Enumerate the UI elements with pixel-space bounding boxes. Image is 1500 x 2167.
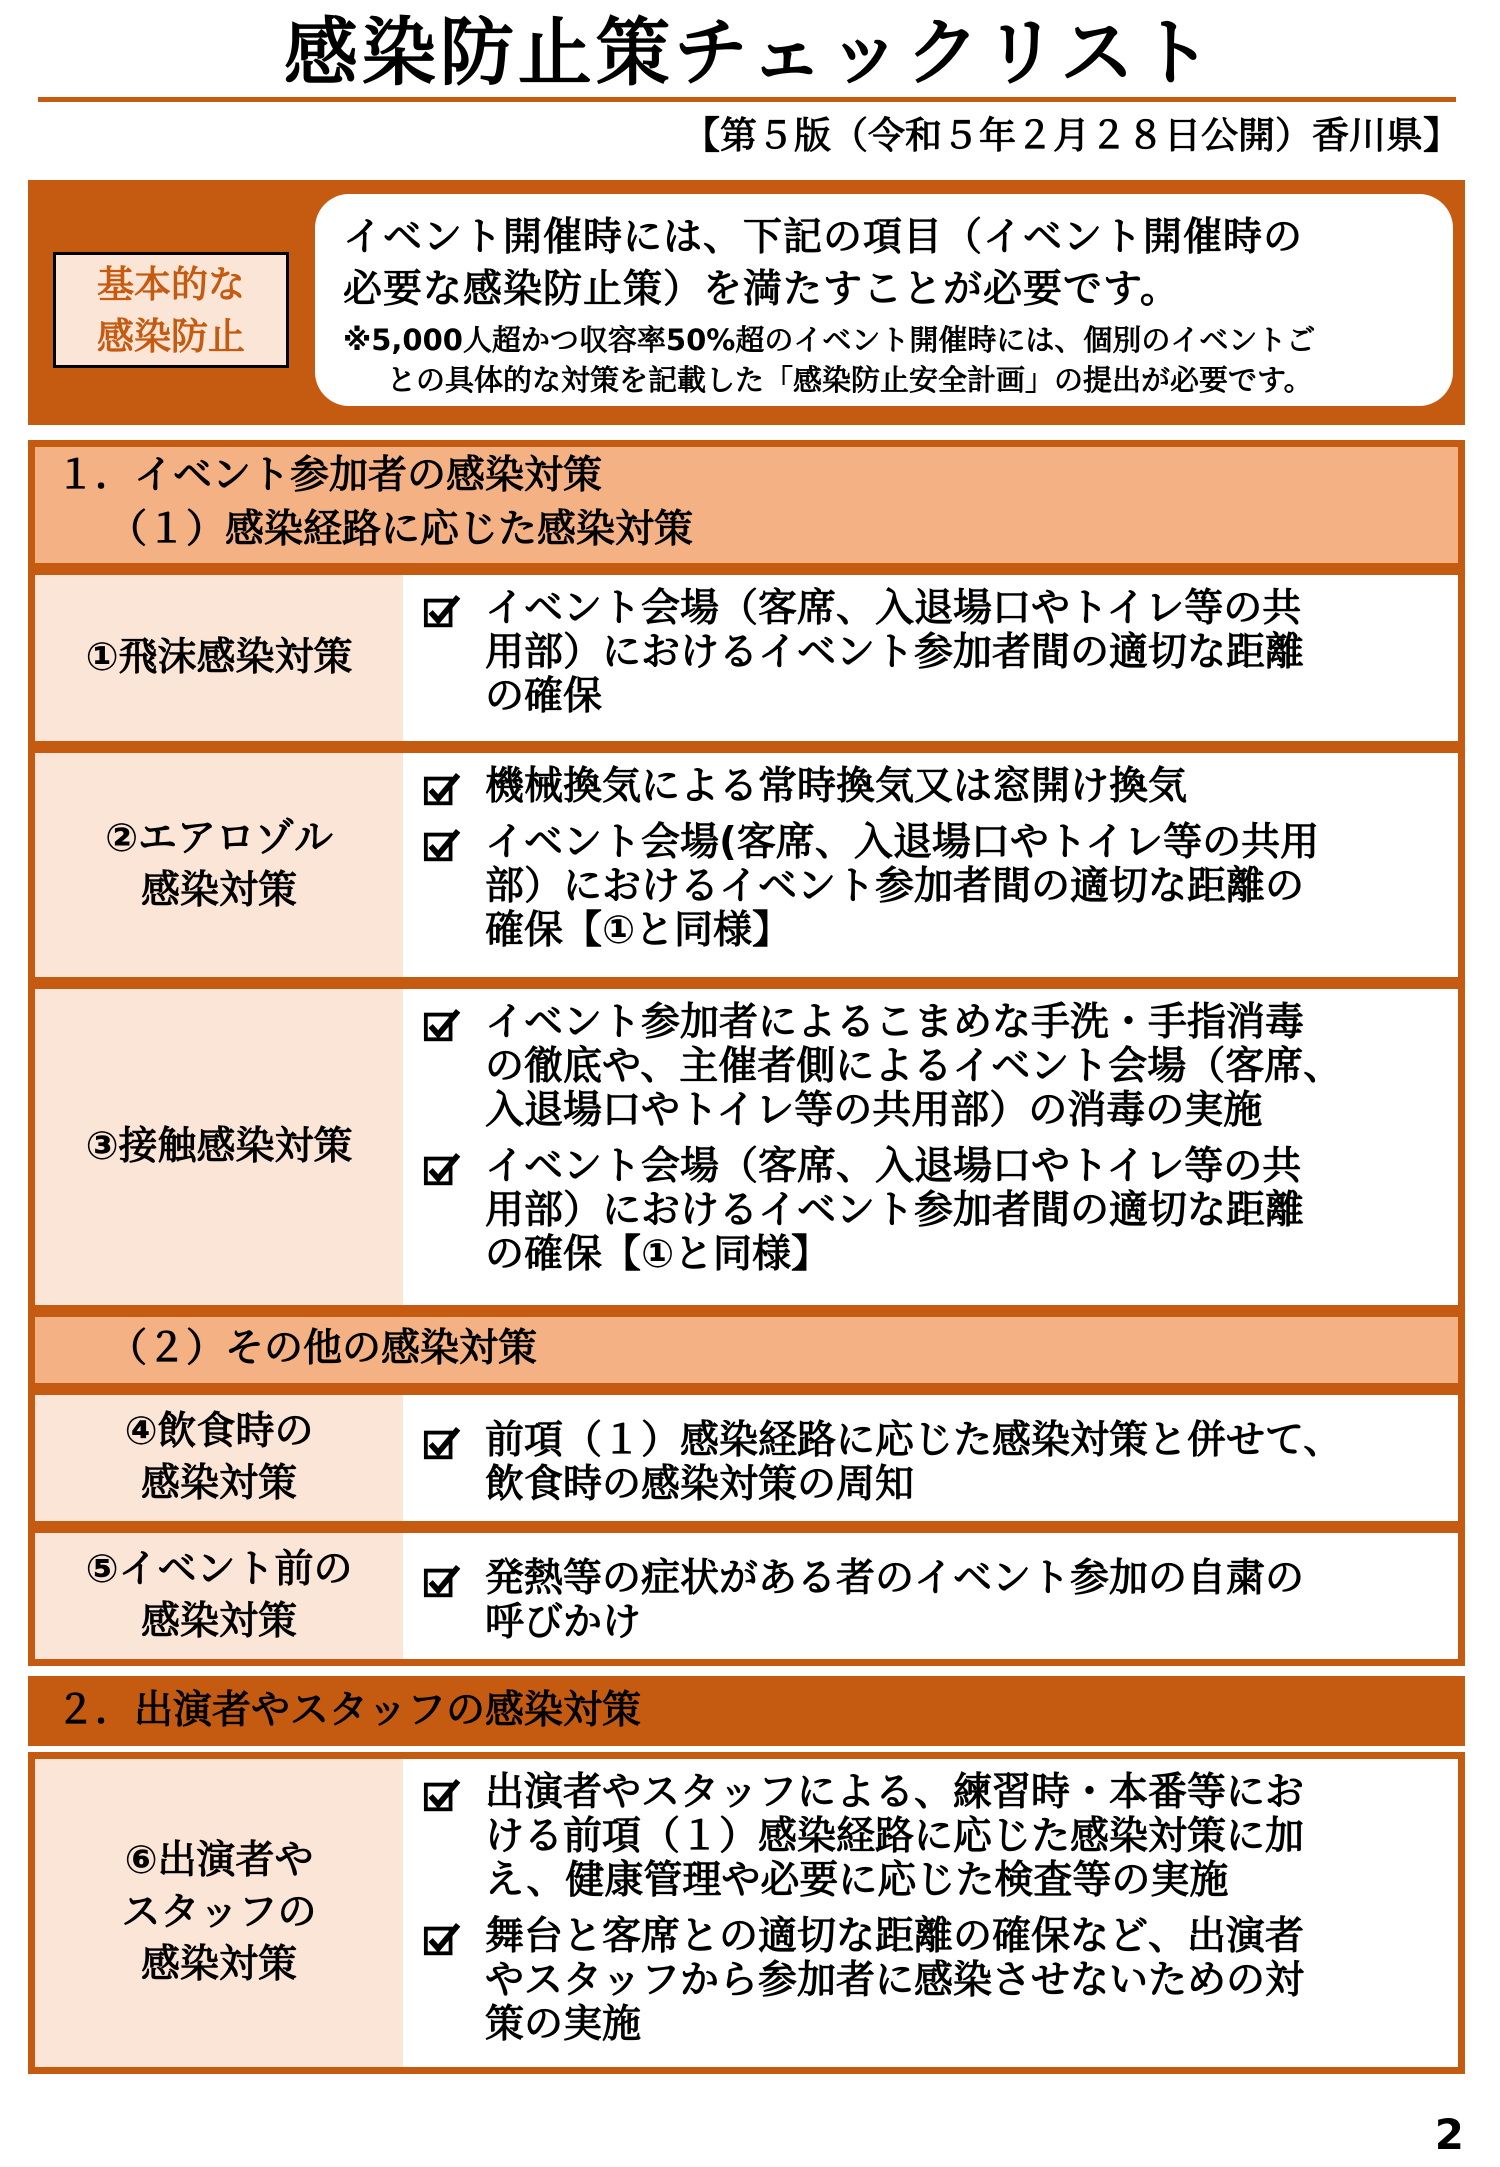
row-3-label (35, 989, 403, 1305)
item-line: 確保【①と同様】 (485, 908, 792, 953)
title-underline (38, 97, 1456, 102)
row-4-content (403, 1395, 1458, 1521)
checklist-row-5 (28, 1526, 1465, 1666)
intro-footnote-line2: との具体的な対策を記載した「感染防止安全計画」の提出が必要です。 (387, 363, 1313, 397)
row-6-label (35, 1759, 403, 2067)
item-line: イベント会場（客席、入退場口やトイレ等の共 (485, 1144, 1302, 1189)
checkbox-checked-icon (423, 827, 461, 865)
row-5-content (403, 1533, 1458, 1659)
row-1-label (35, 575, 403, 741)
checkbox-checked-icon (423, 1777, 461, 1815)
section1-subheading-1: （１）感染経路に応じた感染対策 (108, 507, 694, 552)
page-title: 感染防止策チェックリスト (283, 10, 1217, 96)
check-item (423, 1771, 1448, 1903)
intro-footnote (343, 320, 1433, 400)
row-6-label-line1: ⑥出演者や (124, 1838, 314, 1883)
page-number: 2 (1434, 2110, 1464, 2159)
item-line: 呼びかけ (485, 1600, 642, 1645)
intro-box (28, 180, 1465, 425)
check-item (423, 1915, 1448, 2047)
row-2-label-line1: ②エアロゾル (104, 816, 334, 861)
checklist-row-3 (28, 982, 1465, 1312)
row-6-label-line2: スタッフの (121, 1890, 317, 1935)
intro-badge-line1: 基本的な (97, 263, 245, 306)
checkbox-checked-icon (423, 1921, 461, 1959)
checkbox-checked-icon (423, 1151, 461, 1189)
section1-title: １．イベント参加者の感染対策 (56, 453, 603, 498)
checklist-row-4 (28, 1388, 1465, 1528)
row-5-label-line1: ⑤イベント前の (85, 1547, 353, 1592)
check-item (423, 821, 1448, 953)
intro-line2: 必要な感染防止策）を満たすことが必要です。 (343, 267, 1180, 312)
checklist-row-6 (28, 1752, 1465, 2074)
item-line: 機械換気による常時換気又は窓開け換気 (485, 764, 1188, 809)
item-line: 舞台と客席との適切な距離の確保など、出演者 (485, 1914, 1305, 1959)
checkbox-checked-icon (423, 593, 461, 631)
section1-subheading-2: （２）その他の感染対策 (108, 1326, 538, 1371)
check-item (423, 1001, 1448, 1133)
item-line: 前項（１）感染経路に応じた感染対策と併せて、 (485, 1418, 1343, 1463)
intro-badge-line2: 感染防止 (97, 315, 245, 358)
row-5-label-line2: 感染対策 (140, 1599, 297, 1644)
section2-title: ２．出演者やスタッフの感染対策 (56, 1688, 642, 1733)
check-item (423, 587, 1448, 719)
checkbox-checked-icon (423, 1563, 461, 1601)
item-line: イベント参加者によるこまめな手洗・手指消毒 (485, 1000, 1305, 1045)
item-line: 入退場口やトイレ等の共用部）の消毒の実施 (485, 1088, 1263, 1133)
section2-header (28, 1676, 1465, 1746)
check-item (423, 1145, 1448, 1277)
item-line: やスタッフから参加者に感染させないための対 (485, 1958, 1305, 2003)
row-2-label-line2: 感染対策 (140, 868, 297, 913)
item-line: の確保【①と同様】 (485, 1232, 831, 1277)
row-3-content (403, 989, 1458, 1305)
item-line: 発熱等の症状がある者のイベント参加の自粛の (485, 1556, 1305, 1601)
intro-footnote-line1: ※5,000人超かつ収容率50%超のイベント開催時には、個別のイベントご (343, 323, 1316, 357)
row-2-label (35, 753, 403, 977)
row-6-content (403, 1759, 1458, 2067)
item-line: 用部）におけるイベント参加者間の適切な距離 (485, 1188, 1305, 1233)
item-line: え、健康管理や必要に応じた検査等の実施 (485, 1858, 1229, 1903)
checkbox-checked-icon (423, 1007, 461, 1045)
intro-note (315, 194, 1453, 406)
check-item (423, 1557, 1448, 1645)
item-line: 部）におけるイベント参加者間の適切な距離の (485, 864, 1305, 909)
row-5-label (35, 1533, 403, 1659)
checklist-row-1 (28, 568, 1465, 748)
section1-header (28, 440, 1465, 570)
item-line: 出演者やスタッフによる、練習時・本番等にお (485, 1770, 1305, 1815)
check-item (423, 765, 1448, 809)
item-line: ける前項（１）感染経路に応じた感染対策に加 (485, 1814, 1305, 1859)
item-line: イベント会場(客席、入退場口やトイレ等の共用 (485, 820, 1320, 865)
checkbox-checked-icon (423, 1425, 461, 1463)
item-line: の徹底や、主催者側によるイベント会場（客席、 (485, 1044, 1343, 1089)
row-4-label-line2: 感染対策 (140, 1461, 297, 1506)
item-line: 策の実施 (485, 2002, 642, 2047)
intro-badge (53, 252, 289, 368)
subsection2-header (28, 1310, 1465, 1390)
check-item (423, 1419, 1448, 1507)
row-3-label-text: ③接触感染対策 (85, 1124, 353, 1169)
row-6-label-line3: 感染対策 (140, 1942, 297, 1987)
item-line: 飲食時の感染対策の周知 (485, 1462, 915, 1507)
row-2-content (403, 753, 1458, 977)
checkbox-checked-icon (423, 771, 461, 809)
edition-info: 【第５版（令和５年２月２８日公開）香川県】 (683, 114, 1460, 157)
row-1-content (403, 575, 1458, 741)
item-line: イベント会場（客席、入退場口やトイレ等の共 (485, 586, 1302, 631)
row-1-label-text: ①飛沫感染対策 (85, 635, 353, 680)
intro-line1: イベント開催時には、下記の項目（イベント開催時の (343, 215, 1304, 260)
checklist-row-2 (28, 746, 1465, 984)
row-4-label (35, 1395, 403, 1521)
item-line: 用部）におけるイベント参加者間の適切な距離 (485, 630, 1305, 675)
item-line: の確保 (485, 674, 603, 719)
row-4-label-line1: ④飲食時の (124, 1409, 314, 1454)
